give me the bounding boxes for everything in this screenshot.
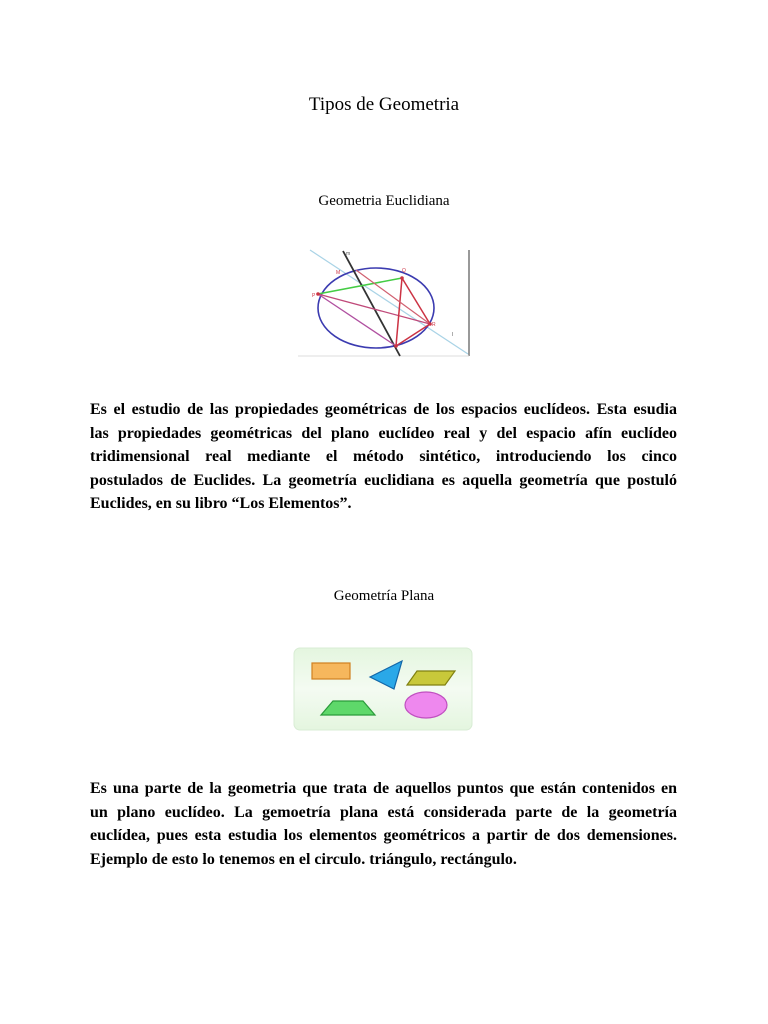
label-R: R — [432, 322, 436, 328]
point-q — [400, 276, 404, 280]
plane-shapes-diagram — [293, 647, 473, 731]
ellipse-shape — [405, 692, 447, 718]
label-P: P — [312, 293, 316, 299]
section-heading-plana: Geometría Plana — [333, 588, 435, 604]
label-Q: Q — [402, 268, 406, 274]
point-p — [316, 292, 320, 296]
paragraph-line: Es el estudio de las propiedades geométricas de los espacios euclídeos. Esta esudia — [90, 401, 677, 418]
label-M: M — [336, 270, 341, 276]
paragraph-line: tridimensional real mediante el método sintético, introduciendo los cinco — [90, 448, 677, 465]
red-chord-4 — [396, 278, 402, 346]
paragraph-line: postulados de Euclides. La geometría euclidiana es aquella geometría que postuló — [90, 471, 677, 489]
point-bottom — [394, 344, 398, 348]
green-chord — [318, 278, 402, 294]
paragraph-line: euclídea, pues esta estudia los elementos geométricos a partir de dos demensiones. — [90, 827, 677, 844]
paragraph-line: un plano euclídeo. La gemoetría plana está considerada parte de la geometría — [90, 803, 677, 821]
euclidean-geometry-diagram — [296, 246, 472, 358]
red-chord-2 — [318, 294, 396, 346]
diagonal-line-light — [310, 250, 468, 354]
shapes-panel — [294, 648, 472, 730]
rectangle-shape — [312, 663, 350, 679]
label-I: I — [452, 332, 454, 338]
euclidean-geometry-figure — [296, 246, 472, 358]
paragraph-euclidiana — [90, 398, 677, 516]
page-title: Tipos de Geometria — [308, 94, 460, 115]
plane-geometry-figure — [293, 647, 473, 731]
label-m: m — [346, 251, 351, 257]
circle-ellipse — [318, 268, 434, 348]
red-chord-1 — [318, 294, 430, 324]
paragraph-line: las propiedades geométricas del plano euclídeo real y del espacio afín euclídeo — [90, 424, 677, 442]
section-heading-euclidiana: Geometria Euclidiana — [318, 193, 450, 209]
paragraph-line: Es una parte de la geometria que trata de aquellos puntos que están contenidos en — [90, 780, 677, 797]
paragraph-line: Ejemplo de esto lo tenemos en el circulo. triángulo, rectángulo. — [90, 850, 517, 868]
paragraph-line: Euclides, en su libro “Los Elementos”. — [90, 495, 352, 512]
paragraph-plana — [90, 777, 677, 871]
red-chord-5 — [396, 324, 430, 346]
